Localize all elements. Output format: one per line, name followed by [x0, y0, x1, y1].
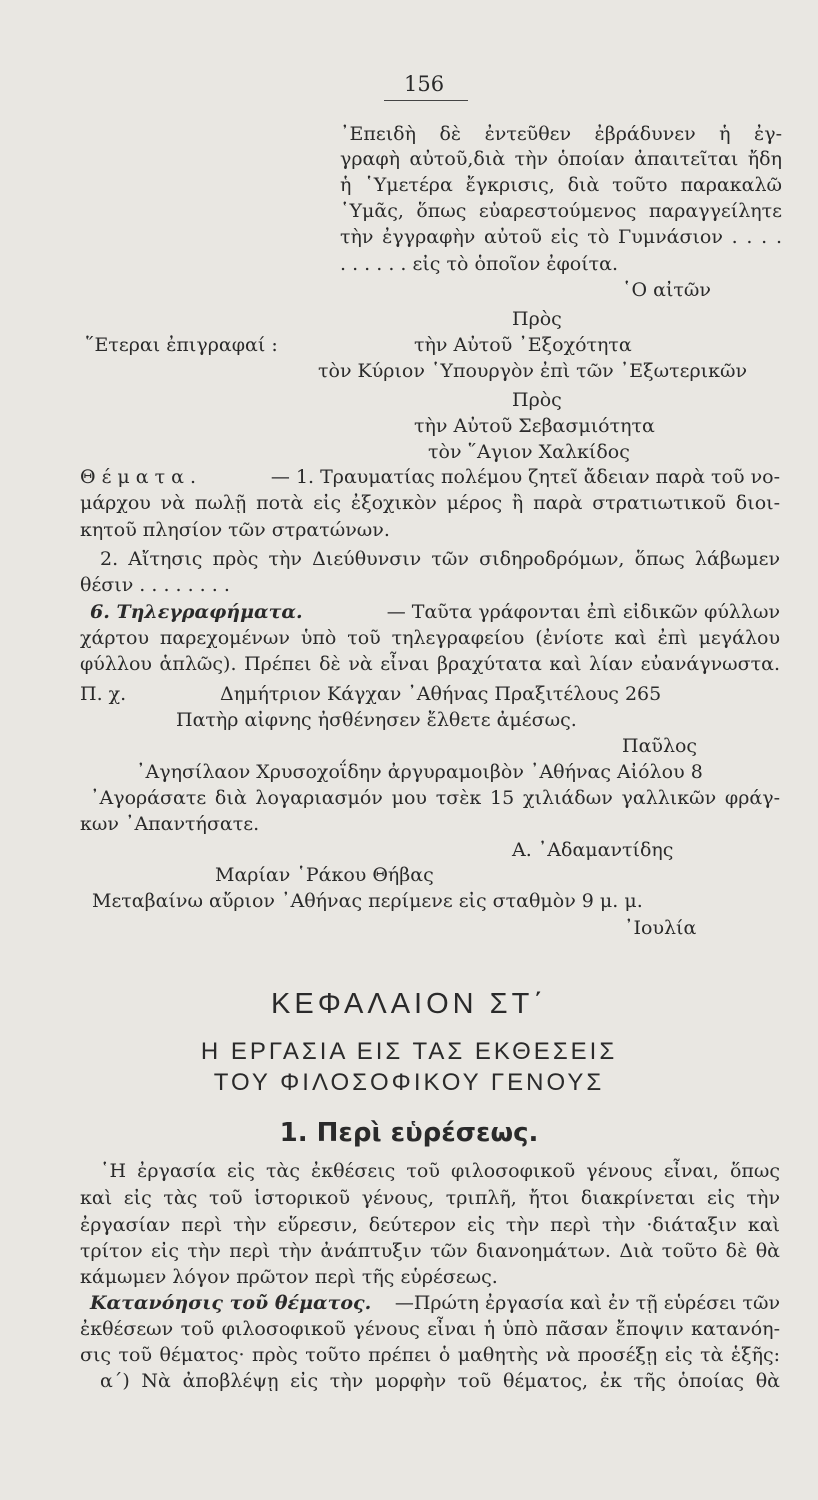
telegram-address: Δημήτριον Κάγχαν ᾿Αθήνας Πραξιτέλους 265 [220, 683, 662, 705]
themes-line: θέσιν . . . . . . . . [80, 574, 230, 596]
paragraph-line: ῾Η ἐργασία εἰς τὰς ἐκθέσεις τοῦ φιλοσοφικοῦ γένους εἶναι, ὅπως [100, 1160, 780, 1182]
understanding-line [90, 1294, 780, 1313]
telegrams-line: φύλλου ἁπλῶς). Πρέπει δὲ νὰ εἶναι βραχύτατα καὶ λίαν εὐανάγνωστα. [80, 653, 780, 675]
understanding-heading: Κατανόησις τοῦ θέματος. [90, 1292, 372, 1314]
page-number-rule [384, 100, 468, 101]
telegrams-heading: 6. Τηλεγραφήματα. [90, 601, 303, 623]
paragraph-line: καὶ εἰς τὰς τοῦ ἱστορικοῦ γένους, τριπλῆ, ἤτοι διακρίνεται εἰς τὴν [80, 1187, 780, 1209]
paragraph-line: ᾿Επειδὴ δὲ ἐντεῦθεν ἐβράδυνεν ἡ ἐγ- [340, 123, 782, 145]
paragraph-line: τρίτον εἰς τὴν περὶ τὴν ἀνάπτυξιν τῶν διανοημάτων. Διὰ τοῦτο δὲ θὰ [80, 1240, 780, 1262]
paragraph-line: ῾Υμᾶς, ὅπως εὐαρεστούμενος παραγγείλητε [340, 200, 782, 222]
understanding-line: σις τοῦ θέματος· πρὸς τοῦτο πρέπει ὁ μαθητὴς νὰ προσέξῃ εἰς τὰ ἑξῆς: [80, 1344, 780, 1366]
chapter-subtitle: Η ΕΡΓΑΣΙΑ ΕΙΣ ΤΑΣ ΕΚΘΕΣΕΙΣ [200, 1038, 618, 1065]
themes-line: μάρχου νὰ πωλῇ ποτὰ εἰς ἐξοχικὸν μέρος ἢ παρὰ στρατιωτικοῦ διοι- [80, 492, 780, 514]
example-label: Π. χ. [80, 683, 127, 705]
themes-line: 2. Αἴτησις πρὸς τὴν Διεύθυνσιν τῶν σιδηροδρόμων, ὅπως λάβωμεν [100, 548, 780, 570]
paragraph-line: κάμωμεν λόγον πρῶτον περὶ τῆς εὑρέσεως. [80, 1266, 498, 1288]
telegram-text: Μεταβαίνω αὔριον ᾿Αθήνας περίμενε εἰς σταθμὸν 9 μ. μ. [92, 890, 643, 912]
inscription-line: Πρὸς [512, 389, 562, 411]
telegrams-line [90, 603, 780, 622]
paragraph-line: γραφὴ αὐτοῦ,διὰ τὴν ὁποίαν ἀπαιτεῖται ἤδη [340, 148, 782, 170]
understanding-text: —Πρώτη ἐργασία καὶ ἐν τῇ εὑρέσει τῶν [394, 1292, 780, 1314]
telegram-text: Πατὴρ αἰφνης ἠσθένησεν ἔλθετε ἀμέσως. [176, 709, 577, 731]
telegram-text: κων ᾿Απαντήσατε. [80, 813, 260, 835]
telegram-address: Μαρίαν ῾Ράκου Θήβας [215, 864, 434, 886]
understanding-line: ἐκθέσεων τοῦ φιλοσοφικοῦ γένους εἶναι ἡ ὑπὸ πᾶσαν ἔποψιν κατανόη- [80, 1318, 780, 1340]
themes-line [80, 468, 780, 487]
telegram-signature: Παῦλος [622, 735, 698, 757]
telegrams-line: χάρτου παρεχομένων ὑπὸ τοῦ τηλεγραφείου (ἐνίοτε καὶ ἐπὶ μεγάλου [80, 627, 780, 649]
telegrams-text: — Ταῦτα γράφονται ἐπὶ εἰδικῶν φύλλων [386, 601, 780, 623]
inscription-line: τὸν ῞Αγιον Χαλκίδος [428, 441, 630, 463]
themes-line: κητοῦ πλησίον τῶν στρατώνων. [80, 519, 390, 541]
inscription-line: Πρὸς [512, 308, 562, 330]
inscriptions-label: ῞Ετεραι ἐπιγραφαί : [85, 334, 278, 356]
chapter-subtitle: ΤΟΥ ΦΙΛΟΣΟΦΙΚΟΥ ΓΕΝΟΥΣ [213, 1069, 605, 1096]
inscription-line: τὴν Αὐτοῦ Σεβασμιότητα [414, 415, 655, 437]
paragraph-line: ἐργασίαν περὶ τὴν εὕρεσιν, δεύτερον εἰς τὴν περὶ τὴν ·διάταξιν καὶ [80, 1214, 780, 1236]
paragraph-line: ἡ ῾Υμετέρα ἔγκρισις, διὰ τοῦτο παρακαλῶ [340, 174, 782, 196]
themes-text: — 1. Τραυματίας πολέμου ζητεῖ ἄδειαν παρὰ τοῦ νο- [270, 466, 780, 488]
telegram-address: ᾿Αγησίλαον Χρυσοχοΐδην ἀργυραμοιβὸν ᾿Αθήνας Αἰόλου 8 [136, 761, 703, 783]
signature: ῾Ο αἰτῶν [622, 279, 711, 301]
inscription-line: τὴν Αὐτοῦ ᾿Εξοχότητα [414, 334, 632, 356]
paragraph-line: τὴν ἐγγραφὴν αὐτοῦ εἰς τὸ Γυμνάσιον . . . . [340, 226, 782, 248]
understanding-line: α΄) Νὰ ἀποβλέψῃ εἰς τὴν μορφὴν τοῦ θέματος, ἐκ τῆς ὁποίας θὰ [100, 1370, 780, 1392]
telegram-text: ᾿Αγοράσατε διὰ λογαριασμόν μου τσὲκ 15 χιλιάδων γαλλικῶν φράγ- [90, 787, 780, 809]
telegram-signature: Α. ᾿Αδαμαντίδης [512, 839, 674, 861]
themes-label: Θέματα. [80, 466, 202, 488]
page-number: 156 [404, 72, 445, 96]
telegram-signature: ᾿Ιουλία [624, 917, 697, 939]
chapter-title: ΚΕΦΑΛΑΙΟΝ ΣΤ΄ [271, 988, 547, 1020]
inscription-line: τὸν Κύριον ῾Υπουργὸν ἐπὶ τῶν ᾿Εξωτερικῶν [318, 360, 747, 382]
paragraph-line: . . . . . . εἰς τὸ ὁποῖον ἐφοίτα. [340, 253, 619, 275]
section-title: 1. Περὶ εὑρέσεως. [279, 1118, 539, 1148]
